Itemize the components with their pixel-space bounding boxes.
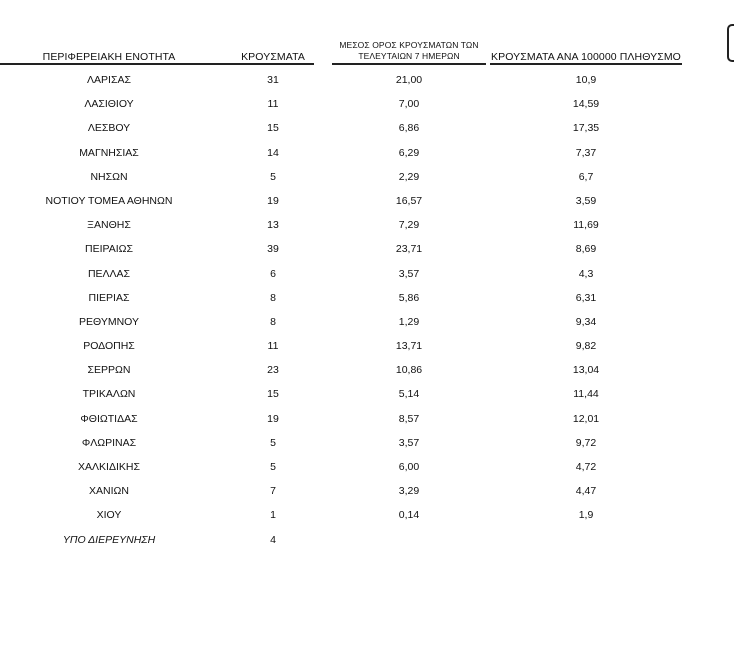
cases-cell: 5 bbox=[270, 461, 276, 473]
table-row bbox=[0, 336, 734, 360]
cases-cell: 11 bbox=[267, 340, 279, 353]
cases-cell: 8 bbox=[270, 315, 276, 328]
header-per100k: ΚΡΟΥΣΜΑΤΑ ΑΝΑ 100000 ΠΛΗΘΥΣΜΟ bbox=[491, 51, 681, 63]
table-row bbox=[0, 94, 734, 118]
cases-cell: 1 bbox=[270, 509, 276, 522]
region-cell: ΛΕΣΒΟΥ bbox=[87, 122, 131, 135]
header-avg-line2: ΤΕΛΕΥΤΑΙΩΝ 7 ΗΜΕΡΩΝ bbox=[358, 51, 460, 61]
header-underline-per100k bbox=[490, 63, 682, 65]
region-cell: ΠΕΙΡΑΙΩΣ bbox=[85, 243, 133, 256]
cases-cell: 15 bbox=[267, 122, 279, 135]
region-cell: ΠΙΕΡΙΑΣ bbox=[88, 291, 130, 304]
table-row bbox=[0, 505, 734, 529]
avg-cell: 1,29 bbox=[398, 315, 420, 328]
region-cell: ΛΑΡΙΣΑΣ bbox=[87, 74, 131, 86]
region-cell: ΧΑΝΙΩΝ bbox=[89, 485, 129, 498]
table-row bbox=[0, 264, 734, 288]
region-cell: ΠΕΛΛΑΣ bbox=[87, 267, 131, 280]
avg-cell: 6,29 bbox=[398, 146, 420, 159]
avg-cell: 10,86 bbox=[395, 364, 423, 377]
table-row bbox=[0, 191, 734, 215]
region-cell: ΝΟΤΙΟΥ ΤΟΜΕΑ ΑΘΗΝΩΝ bbox=[45, 194, 173, 207]
header-underline-region bbox=[0, 63, 232, 65]
cases-cell: 23 bbox=[267, 364, 279, 377]
cases-cell: 11 bbox=[267, 98, 279, 111]
table-row bbox=[0, 167, 734, 191]
cases-cell: 8 bbox=[270, 291, 276, 304]
table-row bbox=[0, 409, 734, 433]
avg-cell: 3,29 bbox=[398, 485, 420, 498]
avg-cell: 21,00 bbox=[395, 74, 423, 86]
table-row bbox=[0, 118, 734, 142]
cases-cell: 6 bbox=[270, 267, 276, 280]
cases-cell: 5 bbox=[270, 170, 276, 183]
region-cell: ΡΟΔΟΠΗΣ bbox=[83, 340, 135, 353]
per100k-cell: 6,31 bbox=[575, 291, 597, 304]
per100k-cell: 9,72 bbox=[575, 436, 597, 449]
avg-cell: 2,29 bbox=[398, 170, 420, 183]
cases-cell: 19 bbox=[267, 412, 279, 425]
table-row bbox=[0, 288, 734, 312]
table-row bbox=[0, 384, 734, 408]
avg-cell: 3,57 bbox=[398, 267, 420, 280]
per100k-cell: 7,37 bbox=[575, 146, 597, 159]
table-row bbox=[0, 457, 734, 481]
per100k-cell: 13,04 bbox=[572, 364, 600, 377]
header-underline-cases bbox=[232, 63, 314, 65]
table-row bbox=[0, 360, 734, 384]
per100k-cell: 10,9 bbox=[575, 74, 597, 86]
table-row bbox=[0, 70, 734, 94]
cases-cell: 4 bbox=[270, 533, 276, 546]
per100k-cell: 4,3 bbox=[578, 267, 594, 280]
table-row bbox=[0, 312, 734, 336]
per100k-cell: 6,7 bbox=[578, 170, 594, 183]
region-cell: ΤΡΙΚΑΛΩΝ bbox=[82, 388, 136, 401]
region-cell: ΦΘΙΩΤΙΔΑΣ bbox=[80, 412, 138, 425]
cases-cell: 15 bbox=[267, 388, 279, 401]
region-cell: ΞΑΝΘΗΣ bbox=[87, 219, 131, 232]
cases-cell: 5 bbox=[270, 436, 276, 449]
per100k-cell: 8,69 bbox=[575, 243, 597, 256]
header-avg-line1: ΜΕΣΟΣ ΟΡΟΣ ΚΡΟΥΣΜΑΤΩΝ ΤΩΝ bbox=[339, 40, 479, 50]
avg-cell: 23,71 bbox=[395, 243, 423, 256]
avg-cell: 0,14 bbox=[398, 509, 420, 522]
table-body bbox=[0, 70, 734, 554]
region-cell: ΧΙΟΥ bbox=[96, 509, 122, 522]
per100k-cell: 17,35 bbox=[572, 122, 600, 135]
per100k-cell: 3,59 bbox=[575, 194, 597, 207]
region-cell: ΣΕΡΡΩΝ bbox=[87, 364, 131, 377]
cases-cell: 7 bbox=[270, 485, 276, 498]
cases-cell: 39 bbox=[267, 243, 279, 256]
region-cell: ΧΑΛΚΙΔΙΚΗΣ bbox=[78, 461, 140, 473]
cases-cell: 19 bbox=[267, 194, 279, 207]
region-cell: ΜΑΓΝΗΣΙΑΣ bbox=[79, 146, 139, 159]
header-cases: ΚΡΟΥΣΜΑΤΑ bbox=[241, 51, 305, 63]
per100k-cell: 1,9 bbox=[578, 509, 594, 522]
table-row bbox=[0, 239, 734, 263]
per100k-cell: 4,72 bbox=[575, 461, 597, 473]
cases-cell: 14 bbox=[267, 146, 279, 159]
cases-cell: 31 bbox=[267, 74, 279, 86]
header-region: ΠΕΡΙΦΕΡΕΙΑΚΗ ΕΝΟΤΗΤΑ bbox=[42, 51, 176, 63]
table-row bbox=[0, 433, 734, 457]
table-row bbox=[0, 143, 734, 167]
avg-cell: 13,71 bbox=[395, 340, 423, 353]
per100k-cell: 11,69 bbox=[573, 219, 599, 232]
avg-cell: 7,00 bbox=[398, 98, 420, 111]
cases-cell: 13 bbox=[267, 219, 279, 232]
table-row bbox=[0, 530, 734, 554]
per100k-cell: 9,34 bbox=[575, 315, 597, 328]
region-cell: ΡΕΘΥΜΝΟΥ bbox=[78, 315, 139, 328]
region-cell: ΝΗΣΩΝ bbox=[90, 170, 128, 183]
per100k-cell: 12,01 bbox=[572, 412, 600, 425]
per100k-cell: 11,44 bbox=[573, 388, 599, 401]
avg-cell: 7,29 bbox=[398, 219, 420, 232]
avg-cell: 5,14 bbox=[398, 388, 420, 401]
header-underline-avg bbox=[332, 63, 486, 65]
avg-cell: 6,86 bbox=[398, 122, 420, 135]
per100k-cell: 4,47 bbox=[575, 485, 597, 498]
per100k-cell: 14,59 bbox=[572, 98, 600, 111]
region-cell: ΥΠΟ ΔΙΕΡΕΥΝΗΣΗ bbox=[62, 533, 156, 546]
avg-cell: 5,86 bbox=[398, 291, 420, 304]
table-row bbox=[0, 215, 734, 239]
avg-cell: 8,57 bbox=[398, 412, 420, 425]
partial-frame-shape bbox=[727, 24, 734, 62]
table-row bbox=[0, 481, 734, 505]
region-cell: ΛΑΣΙΘΙΟΥ bbox=[84, 98, 134, 111]
avg-cell: 6,00 bbox=[398, 461, 420, 473]
avg-cell: 16,57 bbox=[395, 194, 423, 207]
avg-cell: 3,57 bbox=[398, 436, 420, 449]
per100k-cell: 9,82 bbox=[575, 340, 597, 353]
region-cell: ΦΛΩΡΙΝΑΣ bbox=[81, 436, 137, 449]
